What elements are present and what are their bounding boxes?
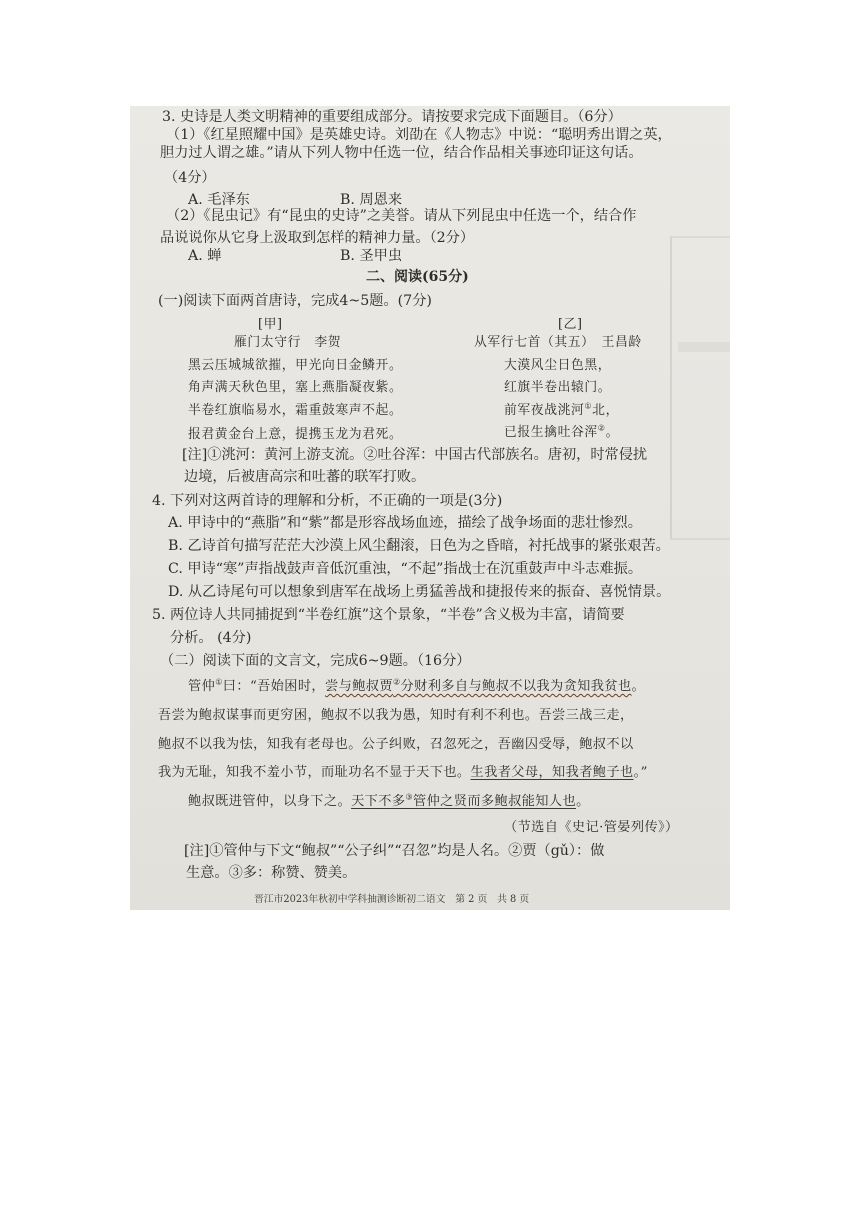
q5-stem: 5. 两位诗人共同捕捉到“半卷红旗”这个景象，“半卷”含义极为丰富，请简要 (152, 607, 625, 623)
passage-line: 吾尝为鲍叔谋事而更穷困，鲍叔不以我为愚，知时有利不利也。吾尝三战三走， (158, 708, 634, 723)
part2-intro: （二）阅读下面的文言文，完成6~9题。（16分） (160, 653, 471, 669)
passage-note-line2: 生意。③多：称赞、赞美。 (186, 865, 357, 881)
document-photo (130, 106, 730, 910)
q3-option-a2: A. 蝉 (188, 248, 222, 264)
q3-part2-line2: 品说说你从它身上汲取到怎样的精神力量。（2分） (160, 230, 475, 246)
underlined-sentence: 天下不多③管仲之贤而多鲍叔能知人也 (351, 792, 577, 809)
poem-a-title: 雁门太守行 李贺 (234, 335, 342, 350)
page-footer: 晋江市2023年秋初中学科抽测诊断初二语文 第 2 页 共 8 页 (254, 894, 530, 905)
section-title: 二、阅读(65分) (366, 269, 469, 285)
q3-option-b: B. 周恩来 (340, 192, 403, 208)
passage-note-line1: [注]①管仲与下文“鲍叔”“公子纠”“召忽”均是人名。②贾（gǔ）：做 (184, 843, 605, 859)
q3-option-a: A. 毛泽东 (188, 192, 250, 208)
passage-source: （节选自《史记·管晏列传》） (504, 820, 679, 835)
q4-stem: 4. 下列对这两首诗的理解和分析，不正确的一项是(3分) (152, 493, 503, 509)
q3-part1-score: （4分） (164, 170, 216, 186)
poem-b-label: [乙] (558, 317, 583, 332)
poem-a-line: 报君黄金台上意，提携玉龙为君死。 (188, 427, 403, 442)
q3-option-b2: B. 圣甲虫 (340, 248, 403, 264)
q4-option-c: C. 甲诗“寒”声指战鼓声音低沉重浊，“不起”指战士在沉重鼓声中斗志难振。 (168, 561, 643, 577)
underlined-sentence: 生我者父母，知我者鲍子也 (470, 765, 634, 780)
poem-a-label: [甲] (258, 317, 283, 332)
poem-a-line: 半卷红旗临易水，霜重鼓寒声不起。 (188, 403, 403, 418)
poem-b-title: 从军行七首（其五） 王昌龄 (474, 335, 642, 350)
poem-b-line: 大漠风尘日色黑， (504, 358, 612, 373)
q3-part1-line2: 胆力过人谓之雄。”请从下列人物中任选一位，结合作品相关事迹印证这句话。 (160, 145, 643, 161)
q5-stem-cont: 分析。 (4分) (170, 630, 252, 646)
q4-option-b: B. 乙诗首句描写茫茫大沙漠上风尘翻滚，日色为之昏暗，衬托战事的紧张艰苦。 (168, 538, 670, 554)
passage-line: 我为无耻，知我不羞小节，而耻功名不显于天下也。生我者父母，知我者鲍子也。” (158, 765, 648, 780)
bleed-through-shadow (670, 236, 730, 540)
bleed-through-shadow (678, 342, 730, 352)
q3-part2-line1: （2）《昆虫记》有“昆虫的史诗”之美誉。请从下列昆虫中任选一个，结合作 (166, 208, 637, 224)
poem-a-line: 角声满天秋色里，塞上燕脂凝夜紫。 (188, 380, 403, 395)
q4-option-a: A. 甲诗中的“燕脂”和“紫”都是形容战场血迹，描绘了战争场面的悲壮惨烈。 (168, 515, 642, 531)
passage-line: 管仲①曰：“吾始困时，尝与鲍叔贾②分财利多自与鲍叔不以我为贪知我贫也。 (188, 677, 646, 694)
poem-b-line: 已报生擒吐谷浑②。 (504, 423, 619, 440)
poem-a-line: 黑云压城城欲摧，甲光向日金鳞开。 (188, 358, 403, 373)
q4-option-d: D. 从乙诗尾句可以想象到唐军在战场上勇猛善战和捷报传来的振奋、喜悦情景。 (168, 584, 671, 600)
poem-note-line1: [注]①洮河：黄河上游支流。②吐谷浑：中国古代部族名。唐初，时常侵扰 (182, 447, 648, 463)
wavy-underlined-sentence: 尝与鲍叔贾②分财利多自与鲍叔不以我为贪知我贫也 (325, 677, 632, 694)
passage-line: 鲍叔既进管仲，以身下之。天下不多③管仲之贤而多鲍叔能知人也。 (188, 792, 590, 809)
poem-note-line2: 边境，后被唐高宗和吐蕃的联军打败。 (184, 469, 426, 485)
q3-stem: 3. 史诗是人类文明精神的重要组成部分。请按要求完成下面题目。（6分） (162, 109, 622, 125)
part1-intro: (一)阅读下面两首唐诗，完成4~5题。(7分) (158, 293, 432, 309)
poem-b-line: 前军夜战洮河①北， (504, 401, 619, 418)
q3-part1-line1: （1）《红星照耀中国》是英雄史诗。刘劭在《人物志》中说：“聪明秀出谓之英， (166, 127, 672, 143)
poem-b-line: 红旗半卷出辕门。 (504, 380, 612, 395)
passage-line: 鲍叔不以我为怯，知我有老母也。公子纠败，召忽死之，吾幽囚受辱，鲍叔不以 (158, 737, 634, 752)
